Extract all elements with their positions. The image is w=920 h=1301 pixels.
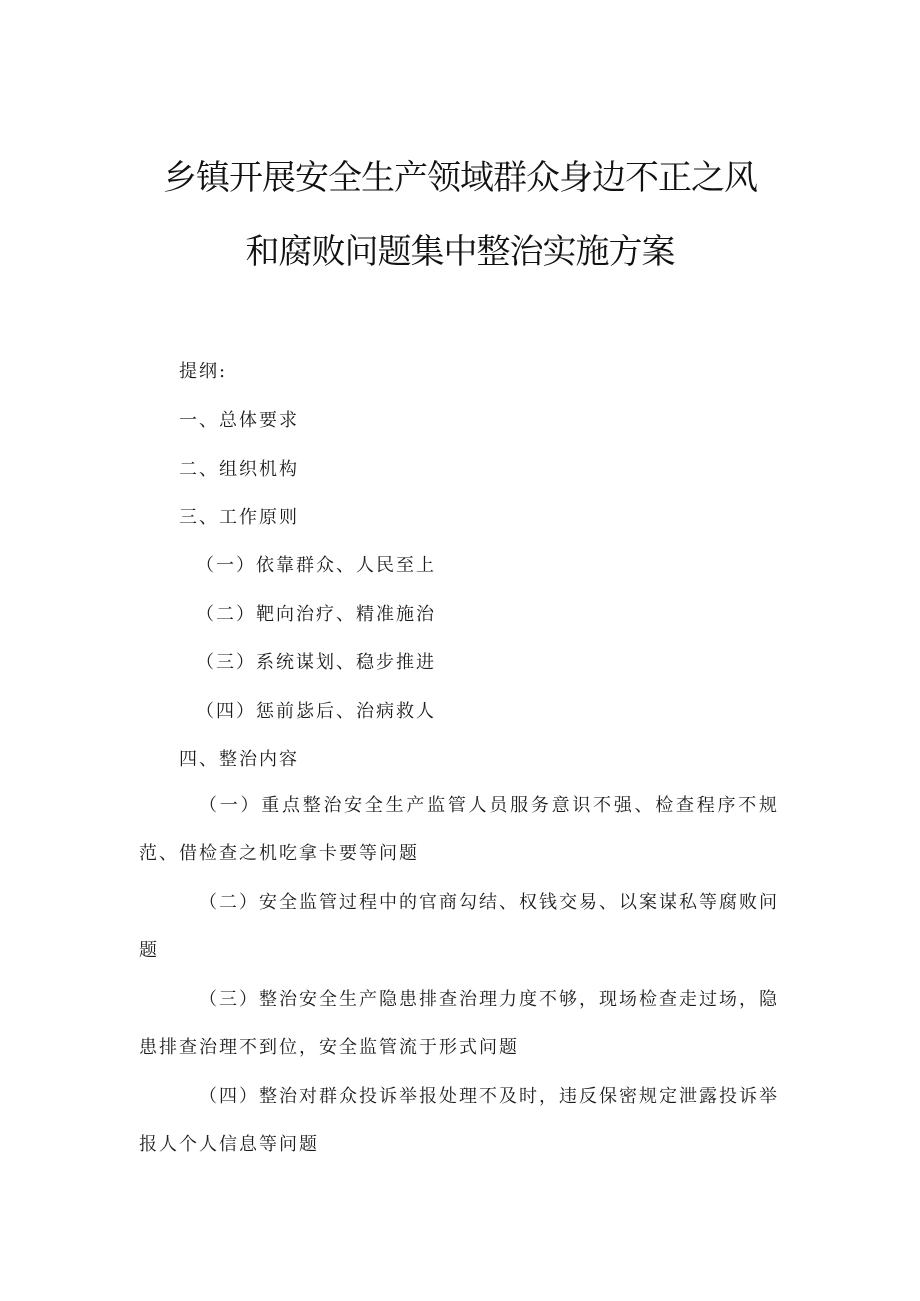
principle-item: （一）依靠群众、人民至上 [196, 555, 436, 576]
section-heading-4: 四、整治内容 [179, 749, 299, 770]
principle-item: （三）系统谋划、稳步推进 [196, 652, 436, 673]
outline-label: 提纲: [179, 361, 228, 382]
document-title-line-2: 和腐败问题集中整治实施方案 [245, 232, 675, 272]
rectification-item: （三）整治安全生产隐患排查治理力度不够，现场检查走过场，隐患排查治理不到位，安全监管流于形式问题 [139, 989, 779, 1058]
rectification-item: （一）重点整治安全生产监管人员服务意识不强、检查程序不规范、借检查之机吃拿卡要等问题 [139, 795, 779, 864]
section-heading-1: 一、总体要求 [179, 410, 299, 431]
rectification-item: （四）整治对群众投诉举报处理不及时，违反保密规定泄露投诉举报人个人信息等问题 [139, 1086, 779, 1155]
rectification-item: （二）安全监管过程中的官商勾结、权钱交易、以案谋私等腐败问题 [139, 892, 779, 961]
section-heading-3: 三、工作原则 [179, 507, 299, 528]
section-heading-2: 二、组织机构 [179, 459, 299, 480]
principle-item: （四）惩前毖后、治病救人 [196, 701, 436, 722]
principle-item: （二）靶向治疗、精准施治 [196, 604, 436, 625]
document-title-line-1: 乡镇开展安全生产领域群众身边不正之风 [163, 158, 757, 198]
